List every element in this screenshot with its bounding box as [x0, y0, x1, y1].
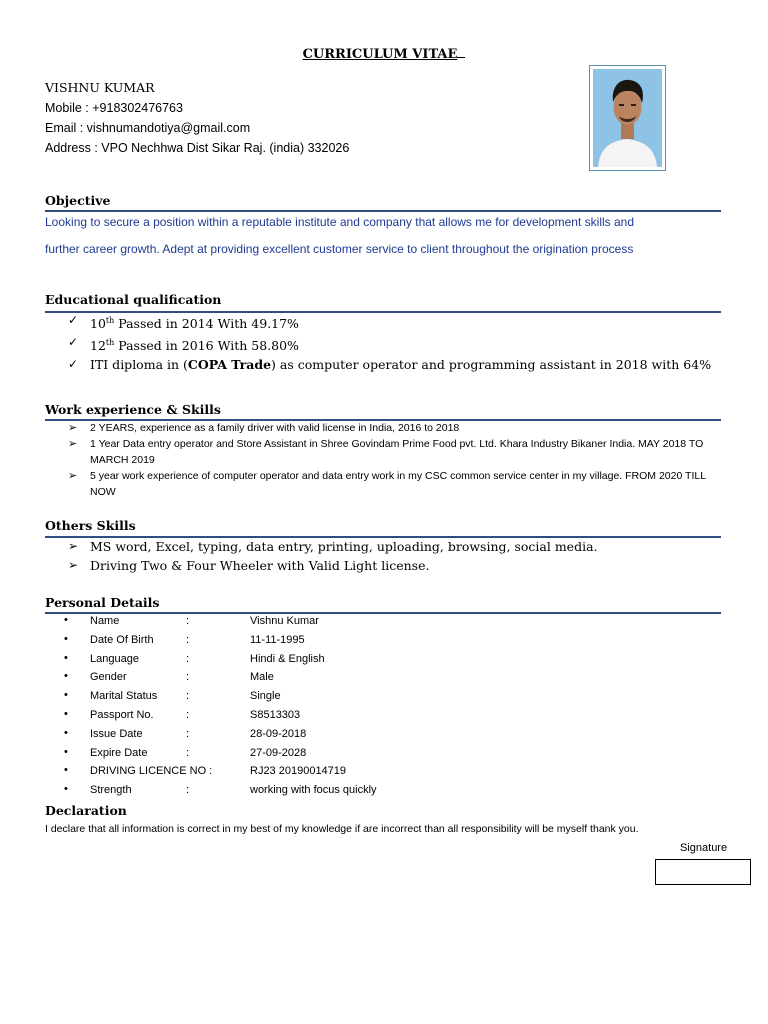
check-icon: ✓: [68, 357, 79, 372]
list-item: ➢ MS word, Excel, typing, data entry, printing, uploading, browsing, social media.: [68, 539, 598, 554]
check-icon: ✓: [68, 313, 79, 327]
postal-address: Address : VPO Nechhwa Dist Sikar Raj. (india) 332026: [45, 141, 350, 155]
list-item: ➢ Driving Two & Four Wheeler with Valid Light license.: [68, 558, 430, 573]
arrow-bullet-icon: ➢: [68, 558, 79, 572]
objective-heading: Objective: [45, 193, 111, 208]
list-item: ➢ 5 year work experience of computer operator and data entry work in my CSC common service center in my village. FROM 2020 TILL NOW: [68, 470, 706, 498]
mobile-number: Mobile : +918302476763: [45, 101, 183, 115]
work-list: [68, 420, 728, 500]
section-divider: [45, 612, 721, 614]
document-title: CURRICULUM VITAE: [0, 47, 768, 62]
list-item: ✓ ITI diploma in (COPA Trade) as computer operator and programming assistant in 2018 with 64%: [68, 357, 712, 373]
others-list: [68, 537, 598, 575]
profile-photo: [589, 65, 666, 171]
education-list: [68, 311, 711, 374]
education-heading: Educational qualification: [45, 292, 222, 307]
others-heading: Others Skills: [45, 518, 136, 533]
arrow-bullet-icon: ➢: [68, 470, 78, 482]
arrow-bullet-icon: ➢: [68, 438, 78, 450]
contact-block: [45, 78, 349, 158]
candidate-name: VISHNU KUMAR: [45, 80, 155, 95]
signature-box: [655, 859, 751, 885]
signature-label: Signature: [680, 842, 728, 854]
declaration-text: I declare that all information is correct in my best of my knowledge if are incorrect than all responsibility will be myself thank you.: [45, 823, 639, 835]
work-heading: Work experience & Skills: [45, 402, 221, 417]
list-item: ✓ 12th Passed in 2016 With 58.80%: [68, 335, 299, 354]
arrow-bullet-icon: ➢: [68, 539, 79, 553]
objective-text: Looking to secure a position within a reputable institute and company that allows me for development skills and further career growth. Adept at providing excellent customer service to client throughout the origination process: [45, 215, 635, 256]
arrow-bullet-icon: ➢: [68, 422, 78, 434]
list-item: ✓ 10th Passed in 2014 With 49.17%: [68, 313, 299, 332]
list-item: ➢ 1 Year Data entry operator and Store Assistant in Shree Govindam Prime Food pvt. Ltd. Khara Industry Bikaner India. MAY 2018 TO MARCH 2019: [68, 438, 704, 466]
declaration-heading: Declaration: [45, 803, 127, 818]
check-icon: ✓: [68, 335, 79, 350]
list-item: ➢ 2 YEARS, experience as a family driver with valid license in India, 2016 to 2018: [68, 422, 460, 434]
personal-heading: Personal Details: [45, 595, 160, 610]
email-address: Email : vishnumandotiya@gmail.com: [45, 121, 251, 135]
